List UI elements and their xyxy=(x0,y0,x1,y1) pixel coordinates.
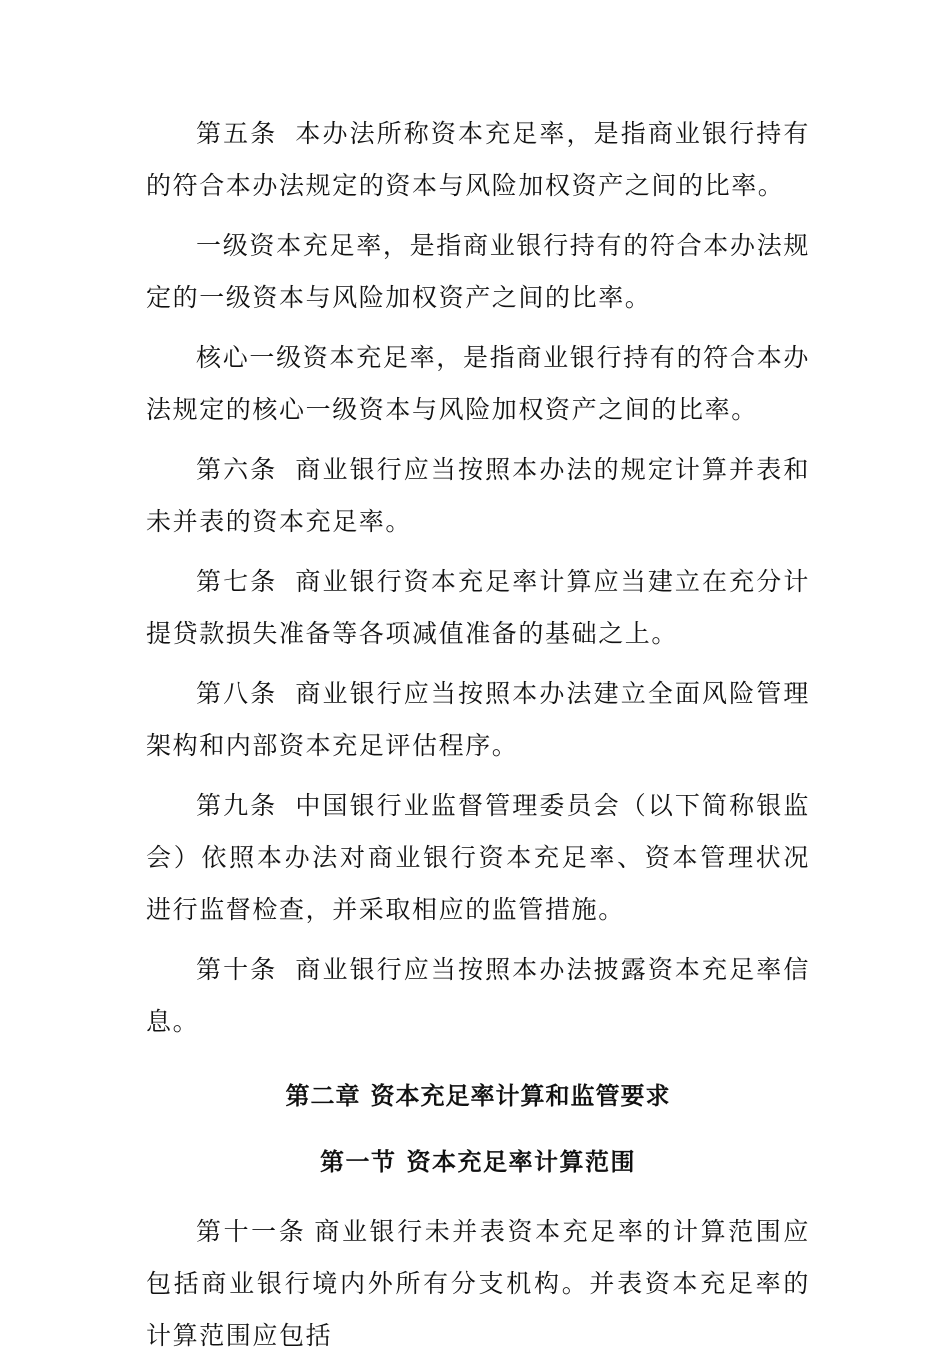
chapter-number: 第二章 xyxy=(285,1082,361,1110)
chapter-heading xyxy=(146,1070,810,1122)
article-label: 第十一条 xyxy=(196,1217,307,1246)
section-title: 资本充足率计算范围 xyxy=(406,1147,636,1176)
article-label: 第九条 xyxy=(196,791,278,820)
article-text: 商业银行应当按照本办法披露资本充足率信息。 xyxy=(146,955,810,1036)
section-heading xyxy=(146,1136,810,1188)
article-7 xyxy=(146,556,810,660)
article-text: 一级资本充足率，是指商业银行持有的符合本办法规定的一级资本与风险加权资产之间的比率。 xyxy=(146,231,810,312)
article-text: 商业银行未并表资本充足率的计算范围应包括商业银行境内外所有分支机构。并表资本充足率的计算范围应包括 xyxy=(146,1217,810,1350)
article-label: 第八条 xyxy=(196,679,278,708)
document-page xyxy=(146,108,810,1370)
article-5-core-tier1-paragraph xyxy=(146,332,810,436)
article-text: 核心一级资本充足率，是指商业银行持有的符合本办法规定的核心一级资本与风险加权资产之间的比率。 xyxy=(146,343,810,424)
article-text: 本办法所称资本充足率，是指商业银行持有的符合本办法规定的资本与风险加权资产之间的比率。 xyxy=(146,119,810,200)
article-5 xyxy=(146,108,810,212)
article-10 xyxy=(146,944,810,1048)
article-text: 商业银行应当按照本办法建立全面风险管理架构和内部资本充足评估程序。 xyxy=(146,679,810,760)
article-text: 中国银行业监督管理委员会（以下简称银监会）依照本办法对商业银行资本充足率、资本管理状况进行监督检查，并采取相应的监管措施。 xyxy=(146,791,810,924)
article-6 xyxy=(146,444,810,548)
section-number: 第一节 xyxy=(320,1147,397,1176)
article-label: 第七条 xyxy=(196,567,278,596)
article-label: 第十条 xyxy=(196,955,278,984)
article-text: 商业银行应当按照本办法的规定计算并表和未并表的资本充足率。 xyxy=(146,455,810,536)
article-5-tier1-paragraph xyxy=(146,220,810,324)
article-label: 第五条 xyxy=(196,119,278,148)
article-9 xyxy=(146,780,810,936)
article-label: 第六条 xyxy=(196,455,278,484)
article-text: 商业银行资本充足率计算应当建立在充分计提贷款损失准备等各项减值准备的基础之上。 xyxy=(146,567,810,648)
chapter-title: 资本充足率计算和监管要求 xyxy=(370,1082,671,1110)
article-11 xyxy=(146,1206,810,1362)
article-8 xyxy=(146,668,810,772)
